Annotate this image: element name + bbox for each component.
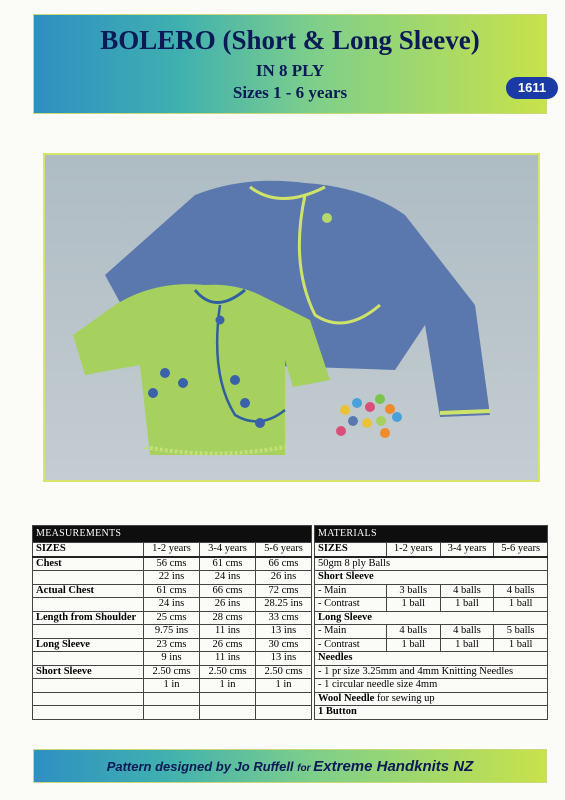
ply-subtitle: IN 8 PLY xyxy=(255,61,325,80)
measurement-label: Length from Shoulder xyxy=(33,611,144,625)
measurement-value: 61 cms xyxy=(200,557,256,571)
measurement-value: 61 cms xyxy=(144,584,200,598)
measurement-value xyxy=(200,706,256,720)
needles-heading: Needles xyxy=(315,652,548,666)
measurement-label: Long Sleeve xyxy=(33,638,144,652)
sizes-subtitle: Sizes 1 - 6 years xyxy=(232,83,348,102)
measurement-value: 30 cms xyxy=(256,638,312,652)
yarn-row: 50gm 8 ply Balls xyxy=(315,557,548,571)
footer-for: for xyxy=(297,763,314,774)
measurement-value: 56 cms xyxy=(144,557,200,571)
measurement-value: 26 ins xyxy=(256,571,312,585)
product-photo xyxy=(43,153,540,482)
pattern-number-badge: 1611 xyxy=(506,77,558,99)
material-value: 4 balls xyxy=(494,584,548,598)
size-col: 5-6 years xyxy=(256,543,312,557)
measurement-value xyxy=(144,706,200,720)
cardigans-illustration xyxy=(45,155,538,480)
material-row xyxy=(315,625,548,639)
material-value: 1 ball xyxy=(494,638,548,652)
measurement-value: 26 cms xyxy=(200,638,256,652)
measurement-label xyxy=(33,625,144,639)
sizes-row xyxy=(33,543,312,557)
measurement-label: Actual Chest xyxy=(33,584,144,598)
button-row: 1 Button xyxy=(315,706,548,720)
measurement-value: 66 cms xyxy=(256,557,312,571)
material-value: 1 ball xyxy=(386,598,440,612)
measurement-row xyxy=(33,706,312,720)
size-col: 3-4 years xyxy=(440,543,494,557)
measurement-label xyxy=(33,692,144,706)
materials-heading: MATERIALS xyxy=(315,526,548,543)
measurement-row xyxy=(33,625,312,639)
size-col: 1-2 years xyxy=(144,543,200,557)
sizes-label: SIZES xyxy=(33,543,144,557)
material-row xyxy=(315,638,548,652)
measurement-value: 28 cms xyxy=(200,611,256,625)
material-value: 1 ball xyxy=(386,638,440,652)
measurement-label: Chest xyxy=(33,557,144,571)
measurements-body xyxy=(33,557,312,720)
size-col: 3-4 years xyxy=(200,543,256,557)
materials-sizes-row xyxy=(315,543,548,557)
needles-line: - 1 circular needle size 4mm xyxy=(315,679,548,693)
measurement-value: 22 ins xyxy=(144,571,200,585)
measurement-value xyxy=(256,692,312,706)
measurement-value: 11 ins xyxy=(200,652,256,666)
measurement-label: Short Sleeve xyxy=(33,665,144,679)
measurement-value: 13 ins xyxy=(256,652,312,666)
material-value: 1 ball xyxy=(494,598,548,612)
measurement-value: 1 in xyxy=(144,679,200,693)
measurement-value: 2.50 cms xyxy=(144,665,200,679)
footer-banner xyxy=(33,749,547,783)
measurement-value: 23 cms xyxy=(144,638,200,652)
long-sleeve-heading: Long Sleeve xyxy=(315,611,548,625)
measurement-value: 11 ins xyxy=(200,625,256,639)
measurement-value: 13 ins xyxy=(256,625,312,639)
measurement-value: 9 ins xyxy=(144,652,200,666)
measurement-value xyxy=(200,692,256,706)
material-label: - Main xyxy=(315,584,387,598)
material-value: 4 balls xyxy=(386,625,440,639)
pattern-title: BOLERO (Short & Long Sleeve) xyxy=(100,25,480,55)
material-row xyxy=(315,598,548,612)
measurements-table xyxy=(32,525,312,720)
measurement-value: 33 cms xyxy=(256,611,312,625)
measurement-value: 24 ins xyxy=(144,598,200,612)
measurement-value xyxy=(256,706,312,720)
measurements-heading: MEASUREMENTS xyxy=(33,526,312,543)
measurement-label xyxy=(33,706,144,720)
measurement-row xyxy=(33,679,312,693)
material-value: 3 balls xyxy=(386,584,440,598)
measurement-row xyxy=(33,584,312,598)
measurement-row xyxy=(33,665,312,679)
measurement-value: 1 in xyxy=(256,679,312,693)
measurement-label xyxy=(33,598,144,612)
footer-brand: Extreme Handknits NZ xyxy=(313,758,474,775)
measurement-row xyxy=(33,692,312,706)
size-col: 5-6 years xyxy=(494,543,548,557)
material-value: 1 ball xyxy=(440,638,494,652)
measurement-value: 28.25 ins xyxy=(256,598,312,612)
measurement-row xyxy=(33,598,312,612)
material-label: - Main xyxy=(315,625,387,639)
measurement-value: 26 ins xyxy=(200,598,256,612)
measurement-value: 2.50 cms xyxy=(200,665,256,679)
short-sleeve-heading: Short Sleeve xyxy=(315,571,548,585)
material-label: - Contrast xyxy=(315,638,387,652)
measurement-row xyxy=(33,571,312,585)
footer-designer: Pattern designed by Jo Ruffell xyxy=(106,759,298,774)
material-value: 1 ball xyxy=(440,598,494,612)
header-banner xyxy=(33,14,547,114)
wool-needle-label: Wool Needle xyxy=(318,692,375,704)
material-value: 5 balls xyxy=(494,625,548,639)
material-row xyxy=(315,584,548,598)
measurement-row xyxy=(33,652,312,666)
sizes-label: SIZES xyxy=(315,543,387,557)
measurement-value: 2.50 cms xyxy=(256,665,312,679)
material-value: 4 balls xyxy=(440,625,494,639)
measurement-value: 25 cms xyxy=(144,611,200,625)
measurement-row xyxy=(33,557,312,571)
measurement-value: 1 in xyxy=(200,679,256,693)
measurement-value: 24 ins xyxy=(200,571,256,585)
size-col: 1-2 years xyxy=(386,543,440,557)
measurement-value xyxy=(144,692,200,706)
wool-needle-text: for sewing up xyxy=(374,692,435,704)
material-label: - Contrast xyxy=(315,598,387,612)
materials-table xyxy=(314,525,548,720)
measurement-value: 9.75 ins xyxy=(144,625,200,639)
measurement-row xyxy=(33,638,312,652)
measurement-label xyxy=(33,679,144,693)
wool-needle-row xyxy=(315,692,548,706)
measurement-label xyxy=(33,652,144,666)
needles-line: - 1 pr size 3.25mm and 4mm Knitting Needles xyxy=(315,665,548,679)
material-value: 4 balls xyxy=(440,584,494,598)
measurement-row xyxy=(33,611,312,625)
measurement-value: 72 cms xyxy=(256,584,312,598)
measurement-label xyxy=(33,571,144,585)
measurement-value: 66 cms xyxy=(200,584,256,598)
